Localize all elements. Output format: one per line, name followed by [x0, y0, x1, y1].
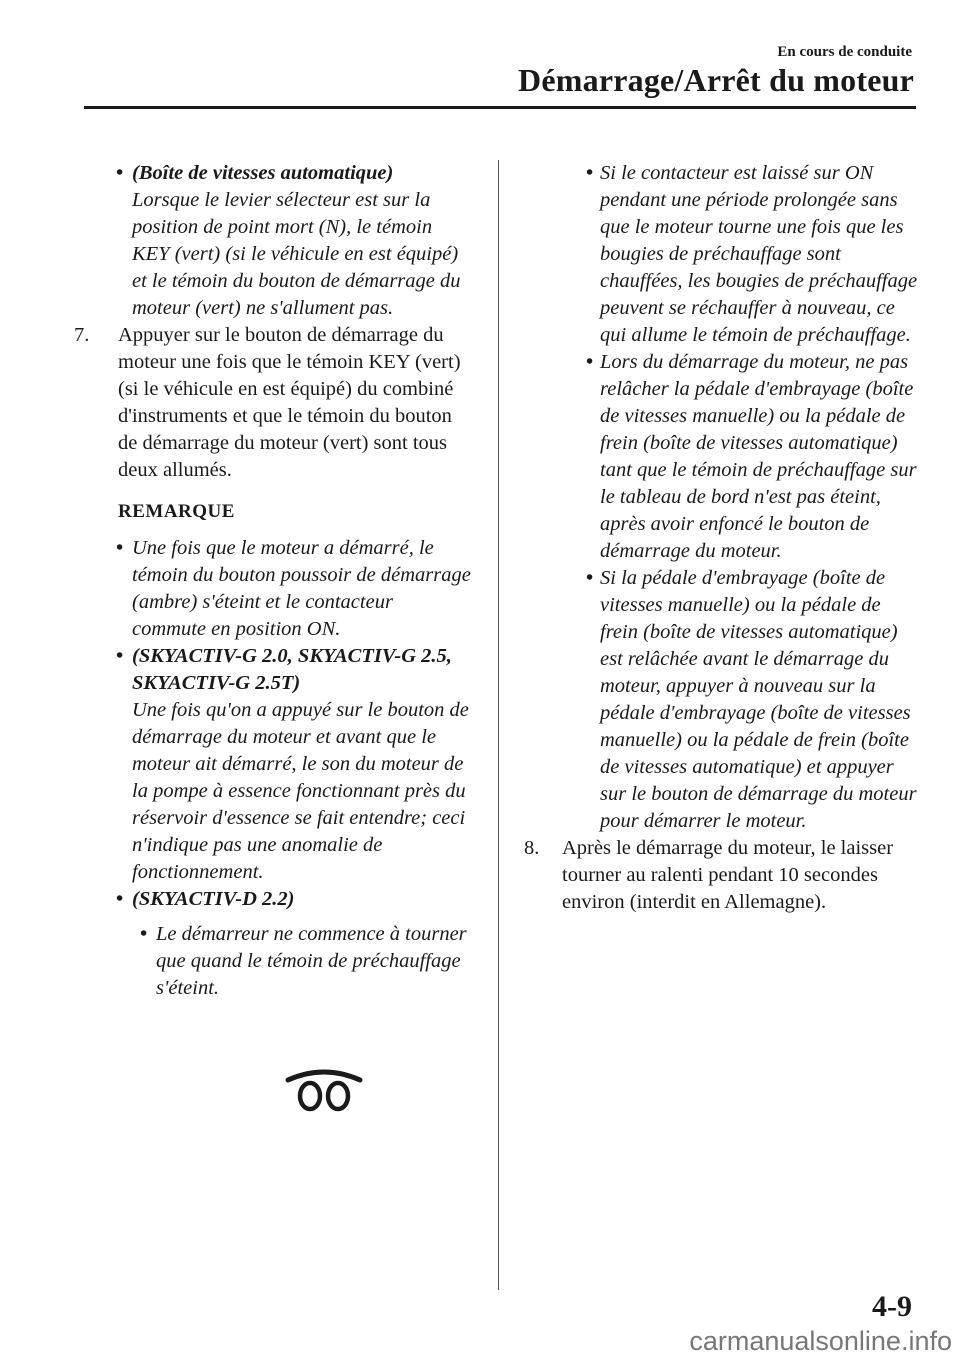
note-bullet-1	[72, 535, 472, 643]
end-of-note-icon	[284, 1066, 364, 1114]
step-number: 7.	[74, 324, 90, 346]
bullet-dot: •	[586, 162, 594, 184]
note-sub-bullet	[72, 921, 472, 1002]
bullet-text: Si la pédale d'embrayage (boîte de vitesses manuelle) ou la pédale de frein (boîte de vitesses automatique) est relâchée avant le démarrage du moteur, appuyer à nouveau sur la pédale d'embrayage (boîte de vitesses manuelle) ou la pédale de frein (boîte de vitesses automatique) et appuyer sur le bouton de démarrage du moteur pour démarrer le moteur.	[600, 567, 917, 832]
bullet-text: Le démarreur ne commence à tourner que quand le témoin de préchauffage s'éteint.	[156, 923, 467, 999]
bullet-heading: (SKYACTIV-D 2.2)	[132, 888, 295, 910]
step-7	[72, 322, 472, 484]
bullet-dot: •	[116, 162, 124, 184]
bullet-text: Une fois qu'on a appuyé sur le bouton de démarrage du moteur et avant que le moteur ait démarré, le son du moteur de la pompe à essence fonctionnant près du réservoir d'essence se fait entendre; ceci n'indique pas une anomalie de fonctionnement.	[132, 699, 469, 883]
left-column	[72, 160, 472, 1002]
bullet-automatic-gearbox	[72, 160, 472, 322]
bullet-dot: •	[116, 888, 124, 910]
section-title: En cours de conduite	[777, 44, 912, 60]
bullet-text: Si le contacteur est laissé sur ON pendant une période prolongée sans que le moteur tourne une fois que les bougies de préchauffage sont chauffées, les bougies de préchauffage peuvent se réchauffer à nouveau, ce qui allume le témoin de préchauffage.	[600, 162, 918, 346]
bullet-dot: •	[140, 923, 148, 945]
watermark: carmanualsonline.info	[689, 1326, 952, 1356]
right-bullet-1	[522, 160, 920, 349]
note-label: REMARQUE	[118, 501, 235, 522]
bullet-dot: •	[586, 567, 594, 589]
step-text: Après le démarrage du moteur, le laisser tourner au ralenti pendant 10 secondes environ (interdit en Allemagne).	[562, 837, 894, 913]
step-text: Appuyer sur le bouton de démarrage du moteur une fois que le témoin KEY (vert) (si le véhicule en est équipé) du combiné d'instruments et que le témoin du bouton de démarrage du moteur (vert) sont tous deux allumés.	[118, 324, 461, 481]
page-title: Démarrage/Arrêt du moteur	[518, 62, 914, 98]
bullet-dot: •	[116, 645, 124, 667]
bullet-dot: •	[116, 537, 124, 559]
note-bullet-3	[72, 886, 472, 913]
bullet-text: Une fois que le moteur a démarré, le témoin du bouton poussoir de démarrage (ambre) s'éteint et le contacteur commute en position ON.	[132, 537, 471, 640]
step-number: 8.	[524, 837, 540, 859]
page-number: 4-9	[872, 1290, 912, 1323]
bullet-heading: (SKYACTIV-G 2.0, SKYACTIV-G 2.5, SKYACTIV-G 2.5T)	[132, 645, 452, 694]
note-bullet-2	[72, 643, 472, 886]
bullet-heading: (Boîte de vitesses automatique)	[132, 162, 394, 184]
step-8	[522, 835, 920, 916]
bullet-text: Lorsque le levier sélecteur est sur la position de point mort (N), le témoin KEY (vert) (si le véhicule en est équipé) et le témoin du bouton de démarrage du moteur (vert) ne s'allument pas.	[132, 189, 461, 319]
bullet-text: Lors du démarrage du moteur, ne pas relâcher la pédale d'embrayage (boîte de vitesses manuelle) ou la pédale de frein (boîte de vitesses automatique) tant que le témoin de préchauffage sur le tableau de bord n'est pas éteint, après avoir enfoncé le bouton de démarrage du moteur.	[600, 351, 917, 562]
header-rule	[84, 106, 916, 109]
right-bullet-2	[522, 349, 920, 565]
right-bullet-3	[522, 565, 920, 835]
column-divider	[498, 160, 499, 1290]
right-column	[522, 160, 920, 916]
bullet-dot: •	[586, 351, 594, 373]
